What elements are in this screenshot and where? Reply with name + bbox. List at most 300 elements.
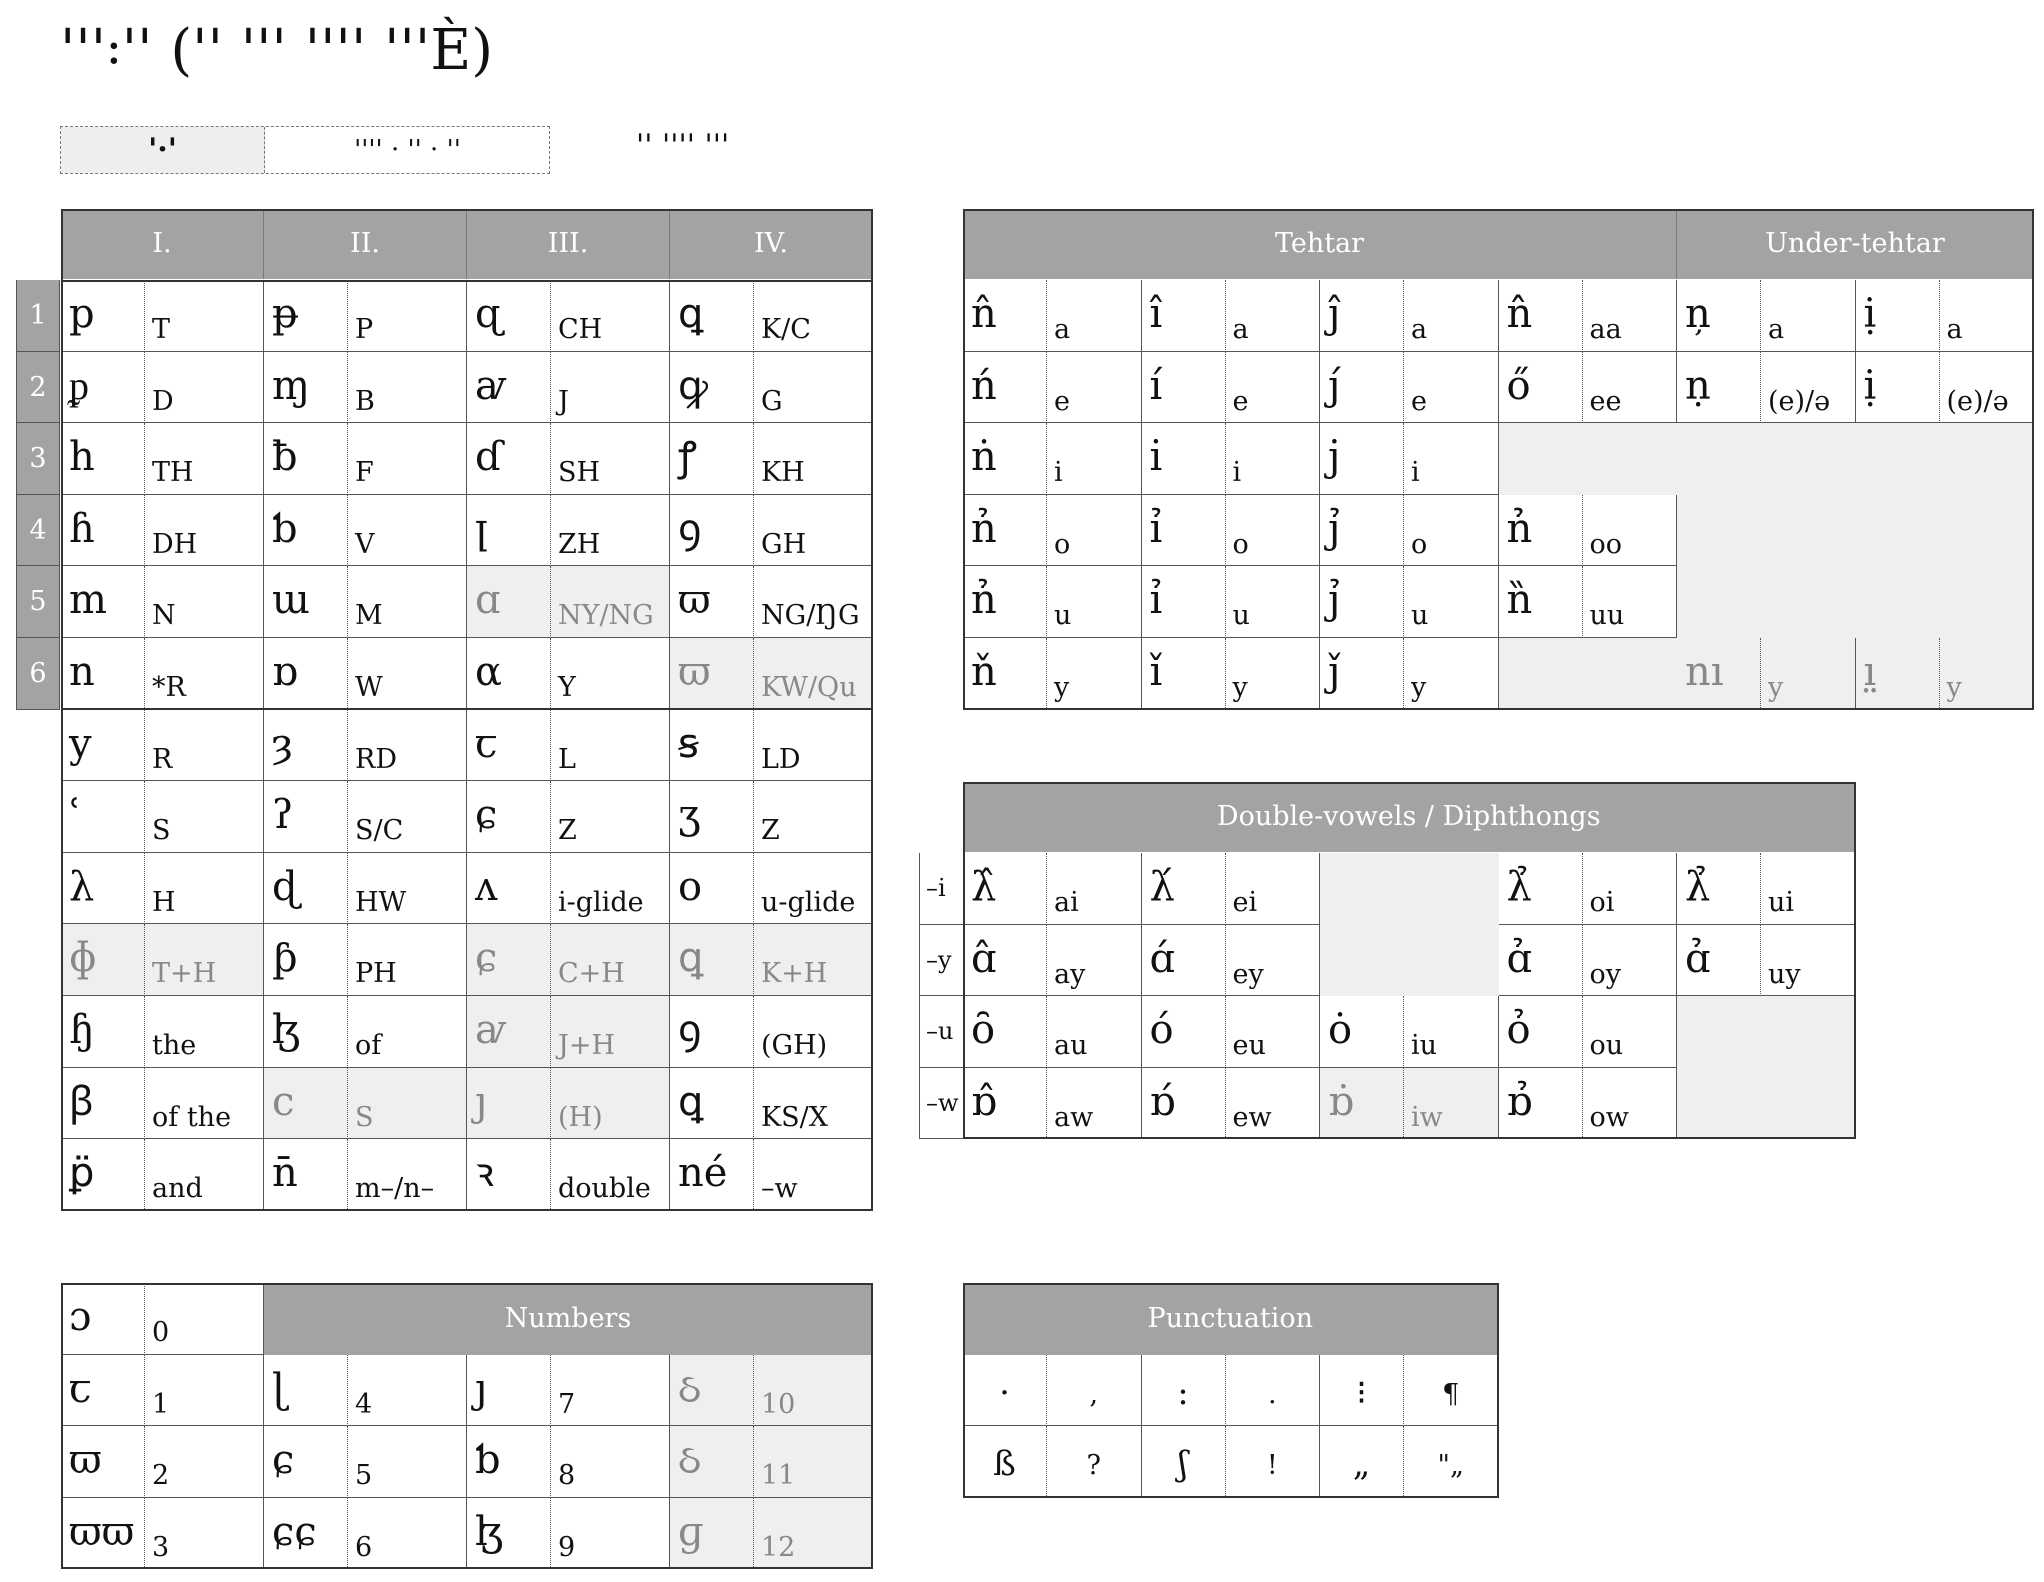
tehtar-vowel-label: oo — [1589, 528, 1623, 560]
consonant-glyph-cell — [670, 1068, 754, 1140]
consonant-sound-cell — [754, 996, 873, 1068]
tehtar-empty-cell — [1856, 566, 2035, 638]
consonant-glyph-cell — [61, 495, 145, 567]
consonant-sound-label: F — [355, 457, 374, 489]
diphthong-empty-cell — [1320, 853, 1499, 925]
tehtar-glyph-cell — [963, 495, 1047, 567]
consonant-sound-cell — [551, 280, 670, 352]
tehtar-glyph-cell — [963, 638, 1047, 710]
consonant-sound-label: B — [355, 385, 375, 417]
consonant-glyph-cell — [670, 781, 754, 853]
tehtar-vowel-cell — [1404, 352, 1499, 424]
tengwa-glyph: ꝭ — [678, 434, 697, 481]
diphthong-sound-label: ui — [1768, 887, 1795, 918]
number-value-cell — [551, 1426, 670, 1498]
number-glyph-cell — [670, 1355, 754, 1427]
consonant-glyph-cell — [467, 352, 551, 424]
tehtar-vowel-label: u — [1411, 600, 1429, 632]
diphthong-glyph: ɒ̂ — [971, 1078, 997, 1125]
consonant-sound-cell — [754, 638, 873, 710]
tengwa-glyph: ɯ — [272, 577, 310, 624]
consonant-glyph-cell — [467, 781, 551, 853]
tengwa-glyph: ꝯ — [678, 505, 702, 552]
tengwa-glyph: n̄ — [272, 1150, 298, 1197]
punctuation-meaning: , — [1089, 1378, 1099, 1410]
subtitle-box — [60, 126, 550, 174]
tehtar-vowel-cell — [1047, 423, 1142, 495]
tehta-glyph: ȷ̂ — [1328, 291, 1341, 337]
consonant-header: I. — [61, 209, 264, 279]
number-value-cell — [145, 1498, 264, 1570]
number-glyph: ϖϖ — [69, 1508, 135, 1555]
consonant-row-number: 1 — [16, 280, 60, 352]
consonant-sound-label: and — [152, 1173, 203, 1205]
tengwa-glyph: ɑ — [475, 577, 501, 624]
consonant-glyph-cell — [670, 924, 754, 996]
tehtar-vowel-label: e — [1054, 385, 1070, 417]
diphthong-glyph: λ̉ — [1506, 864, 1532, 910]
tengwa-glyph: ꞩ — [678, 720, 699, 767]
diphthong-glyph-cell — [1499, 925, 1583, 997]
diphthong-glyph: ȏ — [971, 1007, 996, 1054]
punctuation-glyph: ⁝ — [1356, 1372, 1367, 1413]
number-value: 0 — [152, 1317, 170, 1348]
consonant-sound-label: K+H — [761, 958, 828, 990]
diphthong-sound-label: ei — [1232, 887, 1258, 918]
tehtar-vowel-cell — [1226, 495, 1321, 567]
punctuation-header: Punctuation — [963, 1283, 1499, 1355]
diphthong-sound-cell — [1226, 925, 1321, 997]
number-value-cell — [754, 1426, 873, 1498]
number-zero-glyph-cell — [61, 1283, 145, 1355]
consonant-sound-label: D — [152, 385, 174, 417]
consonant-glyph-cell — [61, 566, 145, 638]
tehtar-vowel-label: u — [1054, 600, 1072, 632]
consonant-sound-cell — [551, 996, 670, 1068]
diphthong-sound-label: eu — [1232, 1030, 1266, 1062]
consonant-glyph-cell — [467, 638, 551, 710]
tehtar-vowel-label: i — [1232, 457, 1242, 489]
tehtar-glyph-cell — [963, 280, 1047, 352]
number-glyph: ɭ — [272, 1365, 287, 1412]
number-value-cell — [348, 1355, 467, 1427]
number-zero-value-cell — [145, 1283, 264, 1355]
tehtar-glyph-cell — [1677, 638, 1761, 710]
tehtar-empty-cell — [1677, 566, 1856, 638]
consonant-glyph-cell — [264, 853, 348, 925]
tehtar-empty-cell — [1499, 423, 1678, 495]
consonant-glyph-cell — [61, 996, 145, 1068]
numbers-header: Numbers — [264, 1283, 873, 1355]
tehta-glyph: ı̤ — [1863, 649, 1877, 695]
consonant-sound-label: CH — [558, 314, 603, 345]
diphthong-glyph: ó — [1149, 1007, 1174, 1054]
consonant-sound-label: m–/n– — [355, 1173, 435, 1205]
tehtar-empty-cell — [1677, 495, 1856, 567]
consonant-glyph-cell — [467, 924, 551, 996]
tengwa-glyph: ᵽ — [272, 291, 298, 337]
consonant-row-number: 5 — [16, 566, 60, 638]
diphthong-sound-cell — [1583, 853, 1678, 925]
tehtar-vowel-cell — [1761, 638, 1856, 710]
tengwa-glyph: ʒ — [678, 792, 701, 839]
consonant-sound-label: *R — [152, 672, 186, 703]
consonant-glyph-cell — [467, 710, 551, 782]
tengwa-glyph: ƀ — [272, 434, 298, 481]
consonant-sound-cell — [551, 710, 670, 782]
number-glyph: ȷ — [475, 1365, 488, 1412]
consonant-sound-cell — [348, 566, 467, 638]
punctuation-glyph-cell — [1320, 1426, 1404, 1498]
consonant-sound-label: M — [355, 600, 383, 632]
subtitle-box-left: ꞌ·ꞌ — [61, 127, 265, 173]
diphthong-glyph: ȯ — [1328, 1007, 1353, 1054]
tehta-glyph: n̉ — [971, 505, 997, 552]
tehtar-glyph-cell — [1142, 638, 1226, 710]
punctuation-meaning-cell — [1404, 1426, 1499, 1498]
tehtar-empty-cell — [1856, 423, 2035, 495]
consonant-glyph-cell — [467, 423, 551, 495]
consonant-glyph-cell — [264, 1139, 348, 1211]
number-glyph-cell — [467, 1355, 551, 1427]
tengwa-glyph: ꝗ — [678, 935, 704, 982]
consonant-sound-cell — [145, 495, 264, 567]
number-glyph-cell — [264, 1498, 348, 1570]
diphthong-glyph: ɑ́ — [1149, 935, 1176, 982]
tengwa-glyph: ɕ — [475, 935, 498, 982]
tengwa-glyph: ɒ — [272, 649, 298, 695]
consonant-glyph-cell — [264, 423, 348, 495]
consonant-sound-label: J+H — [558, 1030, 615, 1061]
punctuation-meaning: ¶ — [1442, 1378, 1460, 1410]
consonant-glyph-cell — [670, 495, 754, 567]
tengwa-glyph: λ — [69, 863, 95, 910]
tehtar-vowel-label: o — [1232, 528, 1249, 560]
diphthong-sound-label: ou — [1589, 1030, 1624, 1062]
number-value-cell — [348, 1426, 467, 1498]
tengwa-glyph: ᵱ — [69, 362, 89, 409]
tengwa-glyph: ɧ — [69, 1007, 95, 1053]
consonant-glyph-cell — [670, 352, 754, 424]
tehtar-vowel-label: y — [1054, 672, 1070, 703]
consonant-glyph-cell — [61, 280, 145, 352]
number-glyph: ꞇ — [69, 1365, 92, 1412]
tengwa-glyph: ɸ — [69, 935, 97, 982]
tehtar-vowel-label: o — [1054, 528, 1071, 560]
tengwa-glyph: ꝗ — [678, 291, 704, 337]
tehtar-header: Tehtar — [963, 209, 1677, 279]
number-value: 2 — [152, 1460, 170, 1492]
consonant-glyph-cell — [264, 1068, 348, 1140]
tengwa-glyph: n — [69, 649, 95, 695]
consonant-sound-label: LD — [761, 743, 801, 775]
consonant-glyph-cell — [670, 566, 754, 638]
punctuation-meaning-cell — [1047, 1426, 1142, 1498]
consonant-sound-cell — [348, 996, 467, 1068]
diphthong-glyph: ɑ̉ — [1685, 935, 1711, 982]
punctuation-meaning: ! — [1266, 1450, 1278, 1482]
tehtar-vowel-cell — [1047, 495, 1142, 567]
number-value: 3 — [152, 1531, 170, 1563]
consonant-sound-label: N — [152, 600, 176, 632]
tehtar-vowel-cell — [1940, 352, 2035, 424]
consonant-glyph-cell — [264, 566, 348, 638]
consonant-sound-cell — [145, 1068, 264, 1140]
punctuation-meaning: ? — [1086, 1450, 1101, 1482]
consonant-sound-label: H — [152, 886, 176, 918]
punctuation-glyph: : — [1177, 1372, 1189, 1413]
number-glyph: ɕɕ — [272, 1508, 317, 1555]
consonant-sound-cell — [551, 1068, 670, 1140]
tehtar-vowel-cell — [1761, 280, 1856, 352]
tehta-glyph: ı̂ — [1149, 291, 1163, 337]
number-glyph-cell — [61, 1426, 145, 1498]
number-value-cell — [754, 1355, 873, 1427]
subtitle-right: ꞌꞌ ꞌꞌꞌꞌ ꞌꞌꞌ — [636, 128, 730, 163]
punctuation-glyph-cell — [1142, 1426, 1226, 1498]
tengwa-glyph: ɱ — [272, 362, 310, 409]
diphthong-sound-cell — [1583, 1068, 1678, 1140]
number-glyph-cell — [264, 1355, 348, 1427]
diphthong-sound-cell — [1226, 996, 1321, 1068]
tengwa-glyph: ɕ — [475, 792, 498, 839]
diphthong-sound-cell — [1583, 996, 1678, 1068]
consonant-sound-cell — [348, 423, 467, 495]
number-glyph: ɮ — [475, 1508, 504, 1555]
consonant-sound-cell — [348, 1068, 467, 1140]
diphthong-glyph: λ̂ — [971, 864, 997, 910]
number-value: 7 — [558, 1388, 576, 1420]
number-glyph: ƅ — [475, 1437, 501, 1484]
number-glyph: ɔ — [69, 1294, 92, 1340]
diphthong-glyph-cell — [1142, 1068, 1226, 1140]
number-value: 10 — [761, 1388, 796, 1420]
consonant-glyph-cell — [264, 638, 348, 710]
number-value: 11 — [761, 1460, 796, 1492]
tehta-glyph: ı̌ — [1149, 649, 1163, 695]
tengwa-glyph: α — [475, 649, 503, 695]
tengwa-glyph: m — [69, 577, 107, 624]
tehta-glyph: nı — [1685, 649, 1724, 695]
consonant-sound-cell — [145, 352, 264, 424]
consonant-glyph-cell — [670, 853, 754, 925]
diphthong-glyph-cell — [1677, 925, 1761, 997]
tengwa-glyph: p — [69, 291, 95, 337]
consonant-sound-label: KS/X — [761, 1101, 828, 1133]
tehtar-vowel-label: y — [1946, 672, 1962, 703]
diphthong-glyph-cell — [1677, 853, 1761, 925]
tehta-glyph: ȷ́ — [1328, 362, 1341, 409]
tehtar-vowel-label: a — [1232, 314, 1249, 345]
tehtar-vowel-cell — [1583, 352, 1678, 424]
tehtar-vowel-cell — [1404, 638, 1499, 710]
consonant-sound-cell — [348, 352, 467, 424]
tengwa-glyph: ꜹ — [475, 362, 507, 409]
tehtar-vowel-label: a — [1946, 314, 1963, 345]
diphthong-side-label: –u — [919, 996, 963, 1068]
number-value: 6 — [355, 1531, 373, 1563]
consonant-glyph-cell — [670, 638, 754, 710]
diphthong-glyph: ɑ̂ — [971, 935, 997, 982]
consonant-sound-cell — [551, 1139, 670, 1211]
tehta-glyph: ị — [1863, 291, 1877, 337]
consonant-sound-label: L — [558, 743, 576, 775]
number-glyph-cell — [61, 1498, 145, 1570]
diphthong-sound-label: oi — [1589, 887, 1615, 918]
number-glyph: ઠ — [678, 1437, 702, 1484]
number-glyph: ɡ — [678, 1508, 704, 1555]
consonant-glyph-cell — [670, 710, 754, 782]
consonant-sound-cell — [348, 495, 467, 567]
consonant-glyph-cell — [467, 280, 551, 352]
consonant-sound-cell — [754, 423, 873, 495]
tehta-glyph: n̂̂ — [1506, 291, 1533, 337]
consonant-sound-label: the — [152, 1030, 197, 1061]
diphthong-glyph-cell — [963, 1068, 1047, 1140]
number-value-cell — [551, 1355, 670, 1427]
number-glyph-cell — [467, 1426, 551, 1498]
diphthong-empty-cell — [1677, 996, 1856, 1068]
tehtar-vowel-cell — [1226, 423, 1321, 495]
tehta-glyph: ı̇ — [1149, 434, 1163, 481]
consonant-sound-cell — [348, 853, 467, 925]
punctuation-glyph: ʃ — [1178, 1444, 1188, 1485]
tengwa-glyph: né — [678, 1150, 728, 1197]
tehtar-vowel-label: a — [1054, 314, 1071, 345]
consonant-sound-label: u-glide — [761, 886, 856, 918]
diphthong-empty-cell — [1320, 925, 1499, 997]
subtitle-box-right: ꞌꞌꞌꞌ · ꞌꞌ · ꞌꞌ — [354, 135, 461, 165]
consonant-sound-cell — [348, 1139, 467, 1211]
tengwa-glyph: ɮ — [272, 1007, 301, 1053]
tengwa-glyph: ɋ — [475, 291, 501, 337]
diphthong-sound-label: uy — [1768, 958, 1801, 990]
tehtar-glyph-cell — [963, 352, 1047, 424]
consonant-glyph-cell — [264, 710, 348, 782]
tengwa-glyph: ꜹ — [475, 1007, 507, 1053]
tehta-glyph: ṇ — [1685, 362, 1711, 409]
tengwa-glyph: ϖ — [678, 649, 711, 695]
tehtar-vowel-label: (e)/ə — [1768, 385, 1831, 417]
punctuation-meaning: . — [1267, 1378, 1277, 1410]
under-tehtar-header: Under-tehtar — [1677, 209, 2034, 279]
tehta-glyph: ȷ̌ — [1328, 649, 1341, 695]
consonant-sound-label: ZH — [558, 528, 601, 560]
consonant-glyph-cell — [467, 566, 551, 638]
tengwa-glyph: ɦ — [69, 505, 95, 552]
tengwa-glyph: y — [69, 720, 92, 767]
consonant-sound-label: RD — [355, 743, 397, 775]
consonant-sound-label: G — [761, 385, 783, 417]
diphthong-sound-label: ow — [1589, 1101, 1629, 1133]
tehtar-glyph-cell — [1856, 280, 1940, 352]
diphthong-glyph-cell — [1320, 1068, 1404, 1140]
tehtar-vowel-cell — [1226, 352, 1321, 424]
tehta-glyph: ı̉ — [1149, 577, 1163, 624]
punctuation-glyph-cell — [1320, 1355, 1404, 1427]
consonant-glyph-cell — [670, 996, 754, 1068]
diphthong-sound-cell — [1226, 853, 1321, 925]
tehtar-glyph-cell — [1320, 423, 1404, 495]
consonant-row-number: 6 — [16, 638, 60, 710]
consonant-sound-cell — [754, 710, 873, 782]
consonant-sound-cell — [754, 566, 873, 638]
consonant-glyph-cell — [61, 710, 145, 782]
diphthong-glyph-cell — [1142, 996, 1226, 1068]
tengwa-glyph: ʌ — [475, 863, 498, 910]
consonant-sound-cell — [551, 566, 670, 638]
consonant-sound-label: DH — [152, 528, 198, 560]
consonant-sound-label: NG/ŊG — [761, 600, 860, 632]
consonant-sound-label: J — [558, 385, 569, 417]
tengwa-glyph: h — [69, 434, 95, 481]
tehtar-vowel-label: a — [1411, 314, 1428, 345]
tengwa-glyph: ꝑ̈ — [69, 1150, 95, 1197]
tehtar-vowel-cell — [1404, 495, 1499, 567]
tehtar-vowel-label: uu — [1589, 600, 1625, 632]
consonant-sound-label: double — [558, 1173, 651, 1205]
tehtar-empty-cell — [1677, 423, 1856, 495]
tehtar-glyph-cell — [1320, 495, 1404, 567]
diphthong-sound-cell — [1047, 996, 1142, 1068]
tengwa-glyph: ꞇ — [475, 720, 498, 767]
tehtar-glyph-cell — [963, 566, 1047, 638]
consonant-sound-label: S — [152, 815, 171, 847]
consonant-sound-cell — [754, 853, 873, 925]
tengwa-glyph: c — [272, 1078, 295, 1125]
tehtar-glyph-cell — [1499, 495, 1583, 567]
consonant-sound-cell — [754, 495, 873, 567]
tengwa-glyph: ɗ — [475, 434, 503, 481]
consonant-sound-cell — [754, 280, 873, 352]
consonant-glyph-cell — [264, 280, 348, 352]
consonant-sound-label: of the — [152, 1101, 232, 1133]
consonant-glyph-cell — [61, 352, 145, 424]
tehtar-glyph-cell — [1677, 280, 1761, 352]
punctuation-glyph: ß — [993, 1444, 1016, 1485]
diphthong-sound-label: iu — [1411, 1030, 1438, 1062]
consonant-glyph-cell — [61, 781, 145, 853]
consonant-glyph-cell — [264, 781, 348, 853]
diphthong-glyph-cell — [963, 996, 1047, 1068]
consonant-sound-label: SH — [558, 457, 601, 489]
diphthong-glyph-cell — [1499, 996, 1583, 1068]
tengwa-glyph: ꝙ — [678, 362, 709, 409]
diphthong-glyph: ɒ̇ — [1328, 1078, 1354, 1125]
consonant-sound-cell — [145, 924, 264, 996]
tengwa-glyph: ꝗ — [678, 1078, 704, 1125]
tehta-glyph: ń — [971, 362, 997, 409]
tehtar-empty-cell — [1499, 638, 1678, 710]
tengwa-glyph: ꞁ — [475, 505, 488, 552]
tehtar-vowel-cell — [1404, 566, 1499, 638]
punctuation-meaning-cell — [1404, 1355, 1499, 1427]
diphthong-sound-cell — [1761, 925, 1856, 997]
tehtar-vowel-cell — [1226, 638, 1321, 710]
number-value-cell — [551, 1498, 670, 1570]
consonant-glyph-cell — [467, 996, 551, 1068]
consonant-sound-label: Z — [558, 815, 577, 847]
tehtar-vowel-cell — [1047, 352, 1142, 424]
tehtar-vowel-label: e — [1232, 385, 1249, 417]
punctuation-meaning-cell — [1226, 1355, 1321, 1427]
diphthong-empty-cell — [1677, 1068, 1856, 1140]
number-glyph: ϖ — [69, 1437, 102, 1484]
diphthong-sound-label: ay — [1054, 958, 1086, 990]
consonant-sound-label: S/C — [355, 815, 404, 847]
diphthong-sound-label: iw — [1411, 1101, 1443, 1133]
tehtar-glyph-cell — [1856, 638, 1940, 710]
